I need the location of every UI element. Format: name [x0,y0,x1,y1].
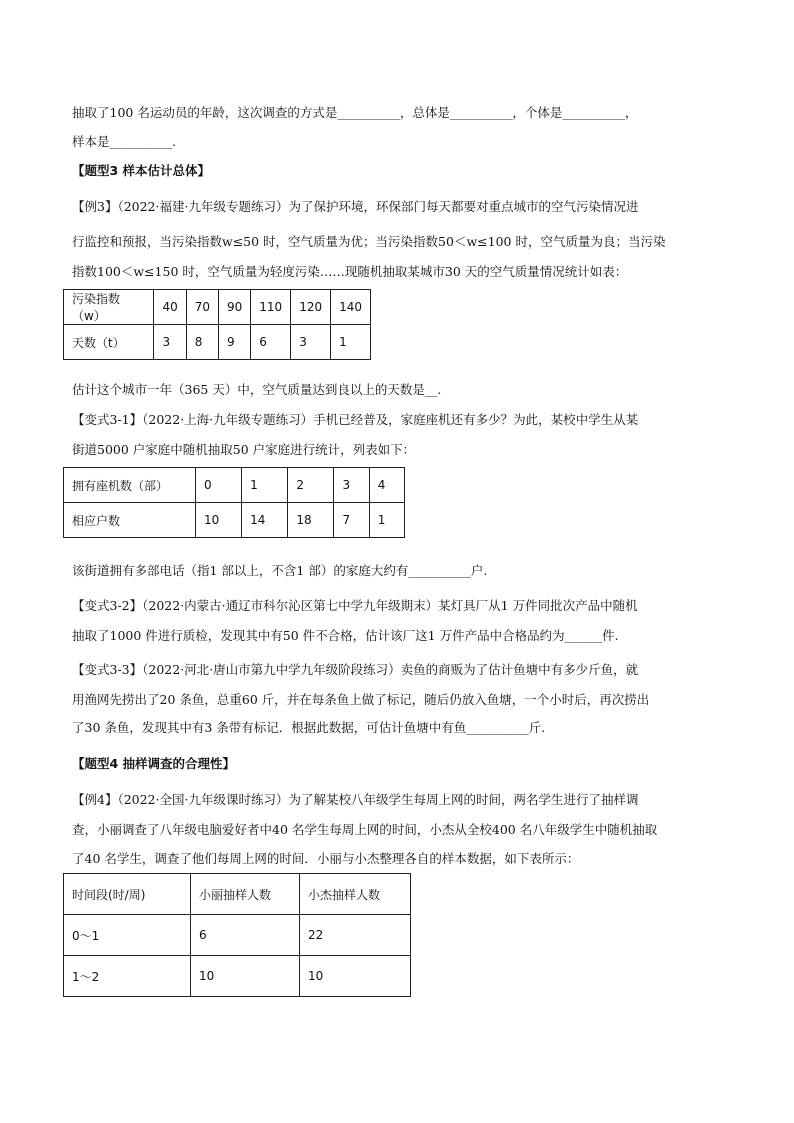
table-cell: 污染指数（w） [64,290,154,325]
table-cell: 2 [288,468,334,503]
table-cell: 时间段(时/周) [64,874,191,915]
text-line: 了40 名学生，调查了他们每周上网的时间．小丽与小杰整理各自的样本数据，如下表所示： [72,851,580,866]
text-line: 抽取了100 名运动员的年龄，这次调查的方式是__________，总体是__________，个体是__________， [72,105,638,120]
table-cell: 拥有座机数（部） [64,468,196,503]
phone-table [63,467,405,538]
table-cell: 3 [291,325,331,360]
text-line: 了30 条鱼，发现其中有3 条带有标记．根据此数据，可估计鱼塘中有鱼__________斤. [72,720,546,735]
text-line: 估计这个城市一年（365 天）中，空气质量达到良以上的天数是__. [72,382,442,397]
text-line: 行监控和预报，当污染指数w≤50 时，空气质量为优；当污染指数50＜w≤100 时，空气质量为良；当污染 [72,234,666,249]
text-line: 该街道拥有多部电话（指1 部以上，不含1 部）的家庭大约有__________户. [72,563,488,578]
section-heading: 【题型4 抽样调查的合理性】 [72,756,236,771]
table-cell: 10 [191,956,300,997]
table-cell: 22 [300,915,411,956]
text-line: 【例3】（2022·福建·九年级专题练习）为了保护环境，环保部门每天都要对重点城市的空气污染情况进 [72,199,639,214]
table-cell: 3 [154,325,186,360]
text-line: 街道5000 户家庭中随机抽取50 户家庭进行统计，列表如下： [72,442,416,457]
table-cell: 0～1 [64,915,191,956]
table-cell: 天数（t） [64,325,154,360]
text-line: 【变式3-2】（2022·内蒙古·通辽市科尔沁区第七中学九年级期末）某灯具厂从1 万件同批次产品中随机 [72,598,638,613]
pollution-table [63,289,371,360]
table-cell: 0 [196,468,242,503]
table-row [64,915,411,956]
table-cell: 90 [219,290,251,325]
table-cell: 4 [369,468,404,503]
table-cell: 70 [186,290,218,325]
table-cell: 10 [300,956,411,997]
table-row [64,325,371,360]
text-line: 指数100＜w≤150 时，空气质量为轻度污染……现随机抽取某城市30 天的空气质量情况统计如表： [72,264,628,279]
table-row [64,503,405,538]
table-cell: 110 [251,290,291,325]
table-cell: 18 [288,503,334,538]
time-table [63,873,411,997]
table-cell: 小丽抽样人数 [191,874,300,915]
table-cell: 14 [242,503,288,538]
table-cell: 140 [331,290,371,325]
table-row [64,874,411,915]
text-line: 【变式3-3】（2022·河北·唐山市第九中学九年级阶段练习）卖鱼的商贩为了估计鱼塘中有多少斤鱼，就 [72,662,639,677]
text-line: 用渔网先捞出了20 条鱼，总重60 斤，并在每条鱼上做了标记，随后仍放入鱼塘，一个小时后，再次捞出 [72,692,650,707]
table-cell: 8 [186,325,218,360]
table-row [64,468,405,503]
table-cell: 10 [196,503,242,538]
table-row [64,290,371,325]
table-cell: 120 [291,290,331,325]
text-line: 抽取了1000 件进行质检，发现其中有50 件不合格，估计该厂这1 万件产品中合格品约为______件. [72,628,619,643]
table-cell: 3 [334,468,369,503]
table-cell: 1～2 [64,956,191,997]
text-line: 查，小丽调查了八年级电脑爱好者中40 名学生每周上网的时间，小杰从全校400 名八年级学生中随机抽取 [72,822,658,837]
table-cell: 40 [154,290,186,325]
table-cell: 1 [331,325,371,360]
section-heading: 【题型3 样本估计总体】 [72,163,211,178]
table-cell: 1 [369,503,404,538]
table-cell: 7 [334,503,369,538]
table-cell: 6 [251,325,291,360]
text-line: 【变式3-1】（2022·上海·九年级专题练习）手机已经普及，家庭座机还有多少？为此，某校中学生从某 [72,412,639,427]
table-cell: 6 [191,915,300,956]
table-cell: 相应户数 [64,503,196,538]
text-line: 样本是__________. [72,134,176,149]
table-row [64,956,411,997]
table-cell: 小杰抽样人数 [300,874,411,915]
text-line: 【例4】（2022·全国·九年级课时练习）为了解某校八年级学生每周上网的时间，两名学生进行了抽样调 [72,792,639,807]
table-cell: 9 [219,325,251,360]
table-cell: 1 [242,468,288,503]
